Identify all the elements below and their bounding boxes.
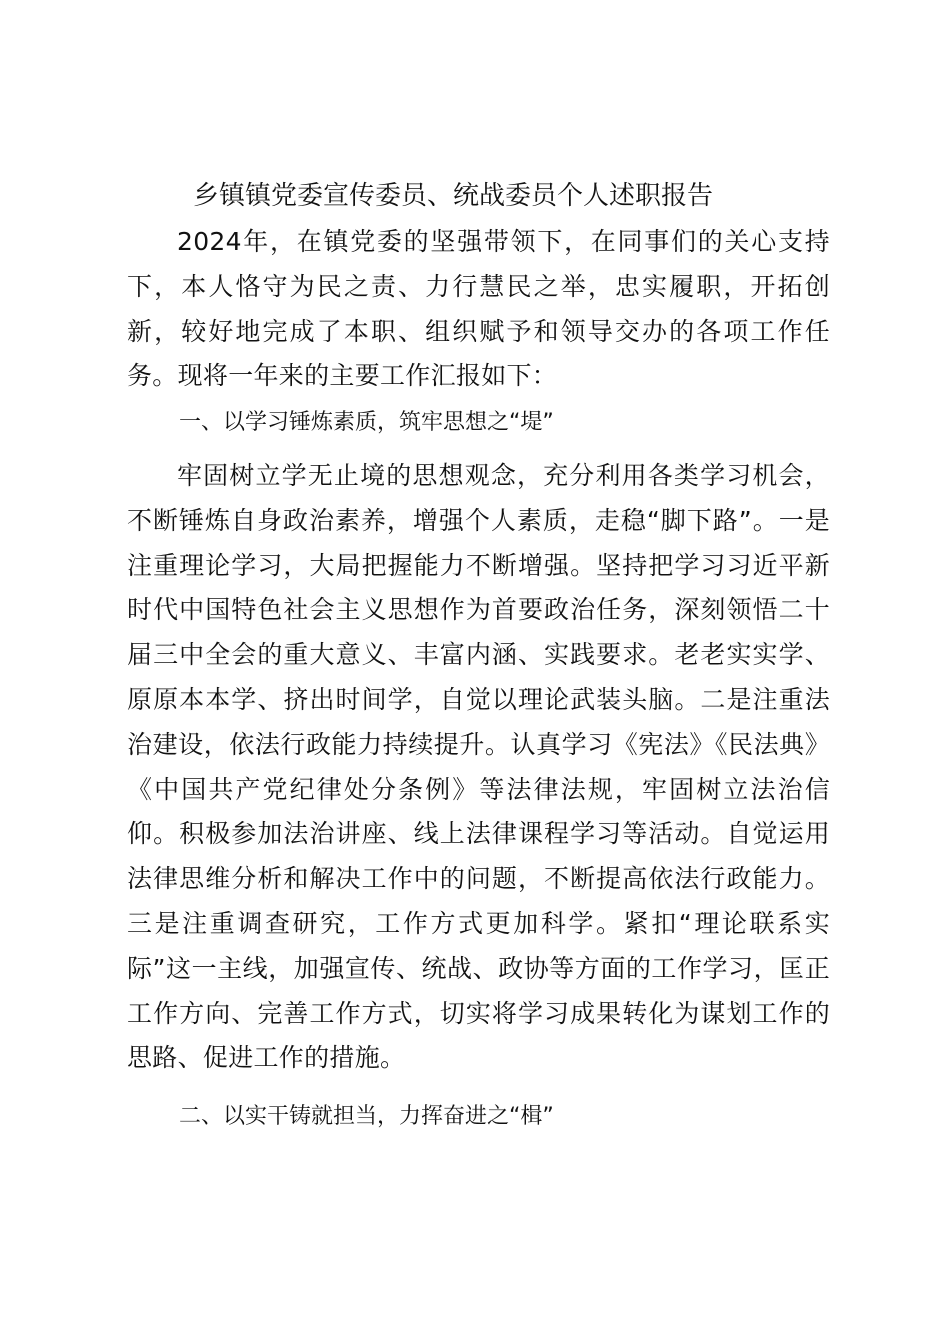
section-2-heading: 二、以实干铸就担当，力挥奋进之“楫” [179,1104,554,1130]
section-1-heading: 一、以学习锤炼素质，筑牢思想之“堤” [179,410,554,436]
intro-paragraph: 2024年，在镇党委的坚强带领下，在同事们的关心支持下，本人恪守为民之责、力行慧民之举，忠实履职，开拓创新，较好地完成了本职、组织赋予和领导交办的各项工作任务。现将一年来的主要工作汇报如下： [127,227,830,391]
document-title: 乡镇镇党委宣传委员、统战委员个人述职报告 [193,181,714,211]
document-body [127,172,830,1140]
section-1-paragraph: 牢固树立学无止境的思想观念，充分利用各类学习机会，不断锤炼自身政治素养，增强个人素质，走稳“脚下路”。一是注重理论学习，大局把握能力不断增强。坚持把学习习近平新时代中国特色社会主义思想作为首要政治任务，深刻领悟二十届三中全会的重大意义、丰富内涵、实践要求。老老实实学、原原本本学、挤出时间学，自觉以理论武装头脑。二是注重法治建设，依法行政能力持续提升。认真学习《宪法》《民法典》《中国共产党纪律处分条例》等法律法规，牢固树立法治信仰。积极参加法治讲座、线上法律课程学习等活动。自觉运用法律思维分析和解决工作中的问题，不断提高依法行政能力。三是注重调查研究，工作方式更加科学。紧扣“理论联系实际”这一主线，加强宣传、统战、政协等方面的工作学习，匡正工作方向、完善工作方式，切实将学习成果转化为谋划工作的思路、促进工作的措施。 [127,460,830,1073]
